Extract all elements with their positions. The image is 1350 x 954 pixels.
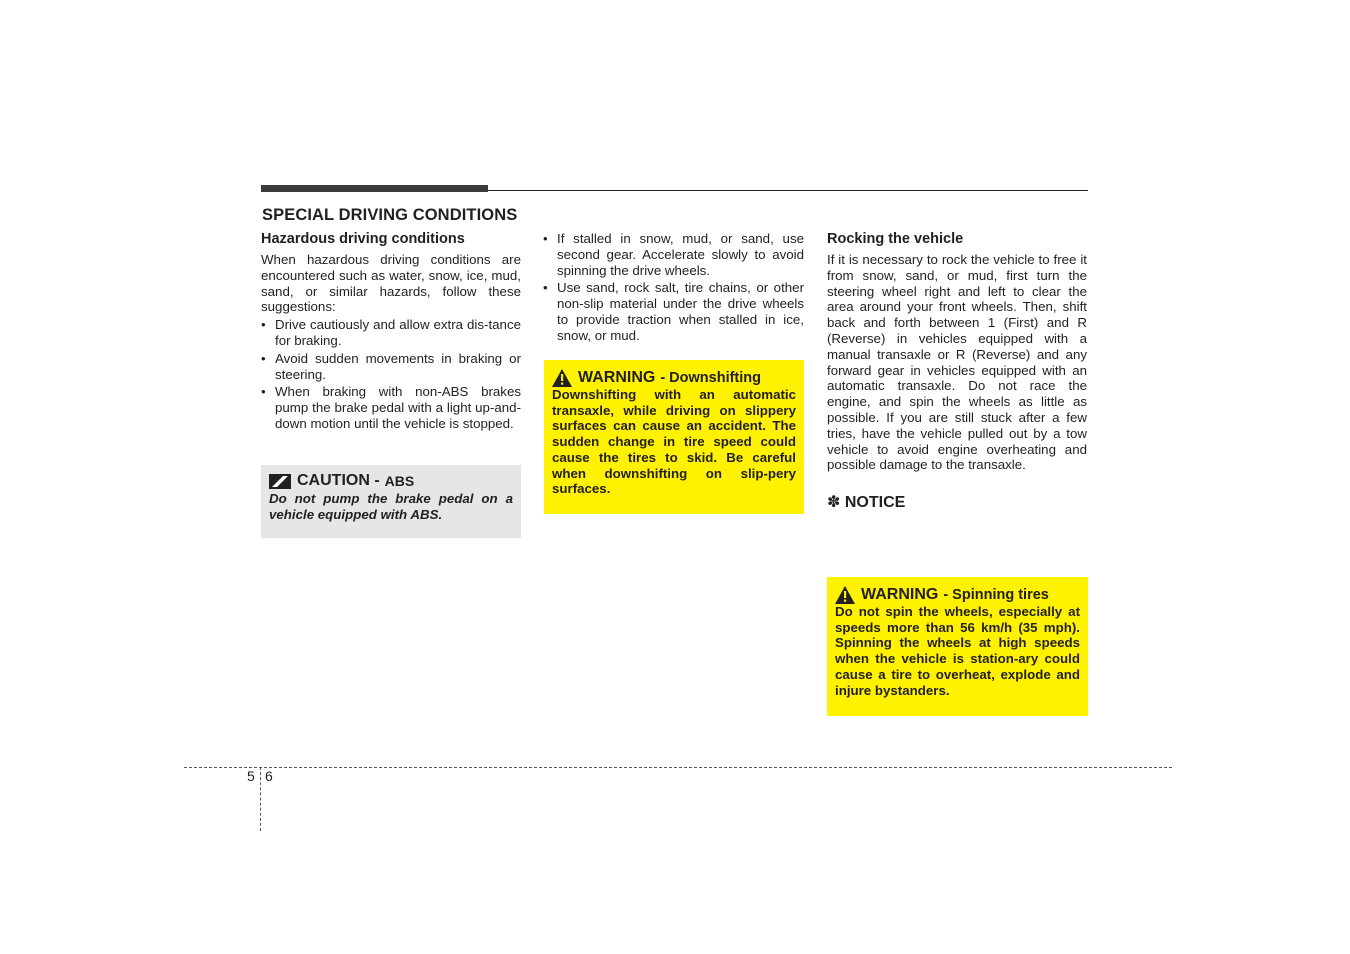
warning-label: WARNING	[861, 586, 939, 603]
caution-box	[261, 465, 521, 538]
page-number-divider	[260, 767, 261, 831]
footer-divider	[184, 767, 1172, 768]
hazard-section	[261, 231, 521, 434]
caution-heading	[269, 472, 513, 490]
warning-sub: - Downshifting	[660, 370, 761, 386]
warning-label: WARNING	[578, 369, 656, 386]
list-item: • Use sand, rock salt, tire chains, or other non-slip material under the drive wheels to provide traction when stalled in ice, snow, or mud.	[543, 280, 804, 343]
warning-triangle-icon	[835, 586, 855, 604]
header-bar-thick	[261, 185, 488, 192]
list-item: • If stalled in snow, mud, or sand, use second gear. Accelerate slowly to avoid spinning the drive wheels.	[543, 231, 804, 278]
chapter-number: 5	[247, 768, 255, 784]
rocking-section	[827, 231, 1087, 473]
warning-text: Do not spin the wheels, especially at speeds more than 56 km/h (35 mph). Spinning the wheels at high speeds when the vehicle is station-ary could cause a tire to overheat, explode and injure bystanders.	[835, 604, 1080, 698]
hazard-bullet-list	[261, 317, 521, 432]
warning-sub: - Spinning tires	[943, 587, 1049, 603]
warning-downshifting-box	[544, 360, 804, 514]
warning-heading	[552, 369, 796, 387]
rocking-heading: Rocking the vehicle	[827, 231, 964, 247]
warning-heading	[835, 586, 1080, 604]
caution-label: CAUTION -	[297, 472, 380, 489]
warning-triangle-icon	[552, 369, 572, 387]
header-rule	[488, 190, 1088, 191]
section-title: SPECIAL DRIVING CONDITIONS	[262, 206, 518, 224]
rocking-text: If it is necessary to rock the vehicle to free it from snow, sand, or mud, first turn the steering wheel right and left to clear the area around your front wheels. Then, shift back and forth between 1 (First) and R (Reverse) in vehicles equipped with a manual transaxle or R (Reverse) and any forward gear in vehicles equipped with an automatic transaxle. Do not race the engine, and spin the wheels as little as possible. If you are still stuck after a few tries, have the vehicle pulled out by a tow vehicle to avoid engine overheating and possible damage to the transaxle.	[827, 252, 1087, 473]
hazard-heading: Hazardous driving conditions	[261, 231, 465, 247]
stalled-section	[543, 231, 804, 346]
caution-text: Do not pump the brake pedal on a vehicle equipped with ABS.	[269, 491, 513, 522]
caution-icon	[269, 474, 291, 489]
list-item: • Avoid sudden movements in braking or steering.	[261, 351, 521, 383]
notice-heading: ✽ NOTICE	[827, 494, 906, 511]
warning-spinning-box	[827, 577, 1088, 716]
list-item: • When braking with non-ABS brakes pump the brake pedal with a light up-and-down motion until the vehicle is stopped.	[261, 384, 521, 431]
hazard-intro: When hazardous driving conditions are encountered such as water, snow, ice, mud, sand, or similar hazards, follow these suggestions:	[261, 252, 521, 315]
caution-sub: ABS	[384, 473, 415, 489]
page-number: 6	[265, 768, 273, 784]
warning-text: Downshifting with an automatic transaxle, while driving on slippery surfaces can cause an accident. The sudden change in tire speed could cause the tires to skid. Be careful when downshifting on slip-pery surfaces.	[552, 387, 796, 497]
list-item: • Drive cautiously and allow extra dis-tance for braking.	[261, 317, 521, 349]
stalled-bullet-list	[543, 231, 804, 344]
